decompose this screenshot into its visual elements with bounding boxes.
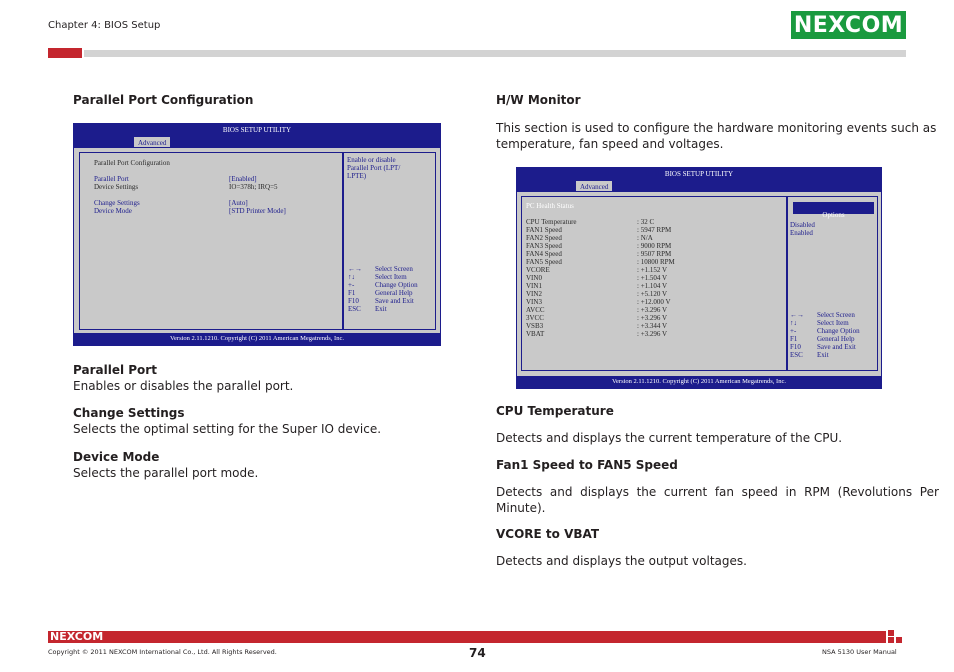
page-number: 74 <box>469 646 486 660</box>
bios-main-panel <box>79 152 343 330</box>
bios-row-value: : 9000 RPM <box>637 242 672 250</box>
footer-logo: NEXCOM <box>50 630 104 643</box>
bios-row-value: : N/A <box>637 234 653 242</box>
key-name: F10 <box>790 343 801 351</box>
item-desc: Minute). <box>496 501 546 515</box>
footer-square <box>896 637 902 643</box>
nexcom-logo <box>791 11 906 39</box>
key-desc: Select Screen <box>375 265 413 273</box>
hw-intro-line: This section is used to configure the hardware monitoring events such as <box>496 121 937 135</box>
bios-row-label: 3VCC <box>526 314 544 322</box>
bios-row-label: VBAT <box>526 330 545 338</box>
tab-advanced[interactable]: Advanced <box>133 136 171 148</box>
bios-row-label[interactable]: Device Mode <box>94 207 132 215</box>
bios-row-value[interactable]: [Auto] <box>229 199 248 207</box>
key-desc: Exit <box>817 351 829 359</box>
item-title: Fan1 Speed to FAN5 Speed <box>496 458 678 472</box>
bios-row-value: : +1.152 V <box>637 266 668 274</box>
bios-row-label: FAN3 Speed <box>526 242 562 250</box>
bios-row-label: VIN2 <box>526 290 542 298</box>
bios-row-label: VIN0 <box>526 274 542 282</box>
bios-row-value: : +5.120 V <box>637 290 668 298</box>
bios-body <box>517 192 881 376</box>
bios-row-label[interactable]: Change Settings <box>94 199 140 207</box>
tab-advanced[interactable]: Advanced <box>575 180 613 192</box>
key-name: +- <box>348 281 355 289</box>
footer-square <box>888 630 894 636</box>
bios-screen-hw-monitor <box>516 167 882 389</box>
hw-intro-line: temperature, fan speed and voltages. <box>496 137 724 151</box>
key-desc: General Help <box>817 335 855 343</box>
key-desc: Select Item <box>375 273 407 281</box>
bios-row-value[interactable]: [STD Printer Mode] <box>229 207 286 215</box>
copyright: Copyright © 2011 NEXCOM International Co., Ltd. All Rights Reserved. <box>48 648 277 656</box>
key-desc: Change Option <box>817 327 860 335</box>
key-desc: Select Item <box>817 319 849 327</box>
key-desc: Change Option <box>375 281 418 289</box>
bios-row-value: : +1.104 V <box>637 282 668 290</box>
options-title: Options <box>822 211 845 219</box>
bios-row-value: : +3.296 V <box>637 306 668 314</box>
help-text: Enable or disable <box>347 156 396 164</box>
bios-row-value: : 10800 RPM <box>637 258 675 266</box>
item-desc: Detects and displays the current temperature of the CPU. <box>496 431 843 445</box>
bios-row-label: FAN1 Speed <box>526 226 562 234</box>
key-name: +- <box>790 327 797 335</box>
item-title: CPU Temperature <box>496 404 614 418</box>
bios-row-label: Device Settings <box>94 183 139 191</box>
bios-row-value: : 5947 RPM <box>637 226 672 234</box>
bios-row-label: FAN2 Speed <box>526 234 562 242</box>
key-desc: General Help <box>375 289 413 297</box>
key-name: F1 <box>790 335 798 343</box>
bios-screen-parallel <box>73 123 441 346</box>
bios-row-label: VSB3 <box>526 322 544 330</box>
logo-text: NEXCOM <box>793 12 904 38</box>
key-name: ESC <box>790 351 803 359</box>
header-gray-bar <box>84 50 906 57</box>
bios-row-value[interactable]: [Enabled] <box>229 175 257 183</box>
item-desc: Selects the optimal setting for the Super IO device. <box>73 422 382 436</box>
bios-row-value: : +1.504 V <box>637 274 668 282</box>
key-name: ↑↓ <box>790 319 797 327</box>
bios-row-label: Parallel Port Configuration <box>94 159 170 167</box>
item-desc: Detects and displays the current fan speed in RPM (Revolutions Per <box>496 485 939 499</box>
bios-row-label: FAN4 Speed <box>526 250 562 258</box>
bios-row-label: CPU Temperature <box>526 218 577 226</box>
key-name: ↑↓ <box>348 273 355 281</box>
bios-row-value: : +3.296 V <box>637 314 668 322</box>
header-red-block <box>48 48 82 58</box>
bios-row-value: : 9507 RPM <box>637 250 672 258</box>
help-text: LPTE) <box>347 172 367 180</box>
bios-title: BIOS SETUP UTILITY <box>664 170 734 178</box>
footer-square <box>888 637 894 643</box>
hw-monitor-heading: H/W Monitor <box>496 93 581 107</box>
bios-row-value: : +3.296 V <box>637 330 668 338</box>
bios-row-label: AVCC <box>526 306 545 314</box>
options-header <box>793 202 874 219</box>
item-desc: Enables or disables the parallel port. <box>73 379 294 393</box>
bios-options-panel <box>787 196 878 371</box>
bios-footer: Version 2.11.1210. Copyright (C) 2011 American Megatrends, Inc. <box>517 376 881 388</box>
bios-row-label[interactable]: Parallel Port <box>94 175 129 183</box>
option-item[interactable]: Enabled <box>790 229 813 237</box>
key-desc: Exit <box>375 305 387 313</box>
option-item[interactable]: Disabled <box>790 221 815 229</box>
bios-row-value: : 32 C <box>637 218 655 226</box>
bios-help-panel <box>343 152 436 330</box>
bios-row-label: VCORE <box>526 266 550 274</box>
bios-tabbar <box>74 136 440 148</box>
item-title: Change Settings <box>73 406 185 420</box>
item-desc: Detects and displays the output voltages. <box>496 554 747 568</box>
bios-row-label: VIN1 <box>526 282 542 290</box>
bios-row-value: : +12.000 V <box>637 298 671 306</box>
parallel-port-config-heading: Parallel Port Configuration <box>73 93 254 107</box>
key-desc: Save and Exit <box>375 297 414 305</box>
bios-title: BIOS SETUP UTILITY <box>222 126 292 134</box>
pc-health-heading: PC Health Status <box>526 202 574 210</box>
key-desc: Save and Exit <box>817 343 856 351</box>
footer-red-bar <box>48 631 886 643</box>
bios-main-panel <box>521 196 787 371</box>
key-name: ←→ <box>790 311 804 319</box>
bios-footer: Version 2.11.1210. Copyright (C) 2011 American Megatrends, Inc. <box>74 333 440 345</box>
bios-row-value: IO=378h; IRQ=5 <box>229 183 278 191</box>
bios-body <box>74 148 440 333</box>
help-text: Parallel Port (LPT/ <box>347 164 401 172</box>
bios-tabbar <box>517 180 881 192</box>
key-name: F10 <box>348 297 359 305</box>
bios-row-label: FAN5 Speed <box>526 258 562 266</box>
item-title: VCORE to VBAT <box>496 527 600 541</box>
key-name: ESC <box>348 305 361 313</box>
item-desc: Selects the parallel port mode. <box>73 466 259 480</box>
key-desc: Select Screen <box>817 311 855 319</box>
item-title: Parallel Port <box>73 363 157 377</box>
item-title: Device Mode <box>73 450 160 464</box>
key-name: ←→ <box>348 265 362 273</box>
bios-row-label: VIN3 <box>526 298 542 306</box>
bios-row-value: : +3.344 V <box>637 322 668 330</box>
chapter-title: Chapter 4: BIOS Setup <box>48 20 161 31</box>
key-name: F1 <box>348 289 356 297</box>
manual-name: NSA 5130 User Manual <box>822 648 897 656</box>
